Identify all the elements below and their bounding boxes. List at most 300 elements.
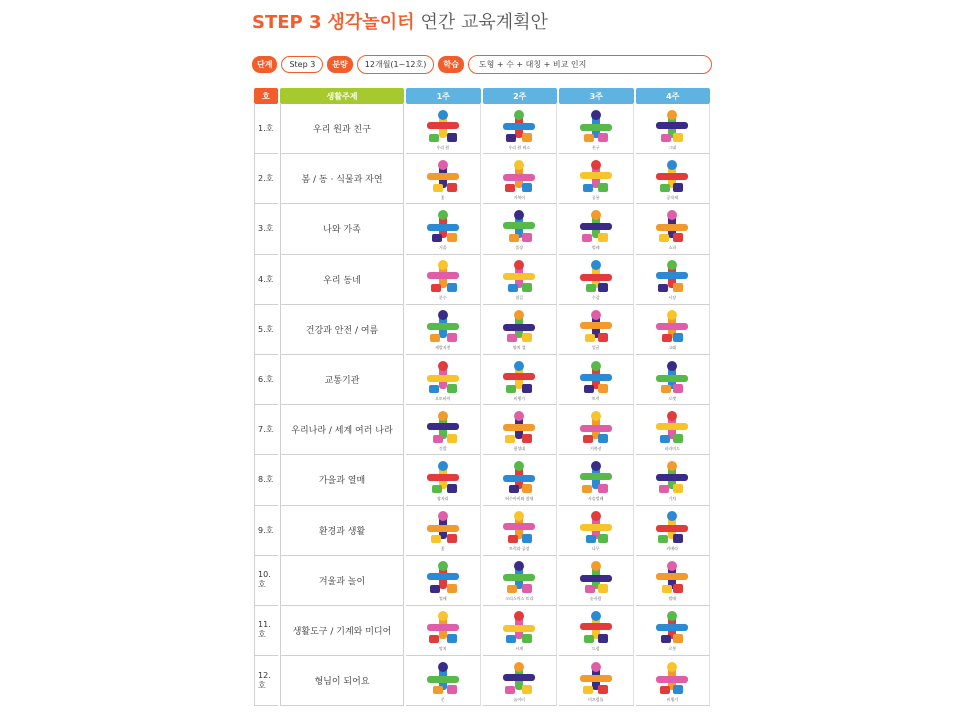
block-piece xyxy=(583,686,593,694)
block-toy-image xyxy=(420,459,466,495)
week-cell xyxy=(406,556,481,606)
week-cell xyxy=(483,606,558,656)
block-piece xyxy=(580,575,612,582)
block-piece xyxy=(509,485,519,493)
toy-caption: 나무 xyxy=(591,546,600,552)
block-piece xyxy=(522,384,532,393)
block-toy-image xyxy=(496,158,542,194)
block-piece xyxy=(503,373,535,380)
block-piece xyxy=(656,224,688,231)
block-piece xyxy=(503,523,535,530)
block-piece xyxy=(433,435,443,443)
block-piece xyxy=(660,686,670,694)
toy-caption: 피라미드 xyxy=(664,445,680,451)
block-piece xyxy=(514,260,524,270)
table-row xyxy=(254,355,710,405)
block-piece xyxy=(506,134,516,142)
block-piece xyxy=(656,676,688,683)
block-piece xyxy=(429,635,439,643)
toy-caption: 거북이 xyxy=(513,194,526,200)
block-piece xyxy=(447,584,457,593)
block-piece xyxy=(438,260,448,270)
block-piece xyxy=(591,411,601,421)
block-piece xyxy=(431,535,441,543)
toy-caption: 우리 원 xyxy=(436,144,450,150)
block-piece xyxy=(584,635,594,643)
block-toy-image xyxy=(649,459,695,495)
table-row xyxy=(254,154,710,204)
block-piece xyxy=(522,283,532,292)
week-cell xyxy=(483,104,558,154)
toy-caption: 거북선 xyxy=(589,445,602,451)
block-piece xyxy=(427,272,459,279)
row-number: 8.호 xyxy=(254,455,278,505)
week-cell xyxy=(559,305,634,355)
week-cell xyxy=(483,455,558,505)
toy-caption: 망치 xyxy=(438,646,447,652)
week-cell xyxy=(559,656,634,706)
block-piece xyxy=(509,234,519,242)
block-toy-image xyxy=(420,108,466,144)
volume-tag: 분량 xyxy=(327,56,352,73)
week-cell xyxy=(483,506,558,556)
block-piece xyxy=(433,184,443,192)
table-row xyxy=(254,204,710,254)
toy-caption: 잠자리 xyxy=(436,495,449,501)
row-theme: 형님이 되어요 xyxy=(280,656,404,706)
block-piece xyxy=(598,634,608,643)
toy-caption: 사슴벌레 xyxy=(588,495,604,501)
row-theme: 우리 원과 친구 xyxy=(280,104,404,154)
block-toy-image xyxy=(649,308,695,344)
block-toy-image xyxy=(573,258,619,294)
block-piece xyxy=(427,624,459,631)
week-cell xyxy=(483,656,558,706)
block-piece xyxy=(503,674,535,681)
table-row xyxy=(254,104,710,154)
toy-caption: 허수아비와 참새 xyxy=(505,495,534,501)
block-toy-image xyxy=(649,509,695,545)
block-piece xyxy=(447,434,457,443)
block-piece xyxy=(660,184,670,192)
week-cell xyxy=(559,455,634,505)
block-piece xyxy=(503,174,535,181)
week-cell xyxy=(406,154,481,204)
block-piece xyxy=(438,461,448,471)
block-piece xyxy=(438,611,448,621)
week-cell xyxy=(559,104,634,154)
table-row xyxy=(254,455,710,505)
toy-caption: 비행기 xyxy=(666,696,679,702)
block-piece xyxy=(667,160,677,170)
block-piece xyxy=(522,685,532,694)
week-cell xyxy=(483,154,558,204)
row-theme: 나와 가족 xyxy=(280,204,404,254)
toy-caption: 미끄럼틀 xyxy=(588,696,604,702)
block-toy-image xyxy=(649,359,695,395)
block-toy-image xyxy=(649,559,695,595)
block-toy-image xyxy=(573,158,619,194)
block-toy-image xyxy=(649,108,695,144)
row-number: 7.호 xyxy=(254,405,278,455)
header-week-3: 3주 xyxy=(559,88,634,104)
block-toy-image xyxy=(496,258,542,294)
block-piece xyxy=(505,686,515,694)
block-toy-image xyxy=(420,359,466,395)
block-piece xyxy=(522,484,532,493)
row-theme: 환경과 생활 xyxy=(280,506,404,556)
block-toy-image xyxy=(496,609,542,645)
toy-caption: 풀장 xyxy=(515,244,524,250)
block-piece xyxy=(585,334,595,342)
block-toy-image xyxy=(573,559,619,595)
block-piece xyxy=(427,224,459,231)
week-cell xyxy=(636,506,711,556)
block-piece xyxy=(583,435,593,443)
row-theme: 우리 동네 xyxy=(280,255,404,305)
block-piece xyxy=(673,283,683,292)
block-piece xyxy=(673,534,683,543)
block-toy-image xyxy=(496,459,542,495)
step-label: STEP 3 xyxy=(252,12,322,33)
week-cell xyxy=(406,104,481,154)
block-toy-image xyxy=(420,409,466,445)
block-piece xyxy=(429,385,439,393)
block-piece xyxy=(514,662,524,672)
block-piece xyxy=(662,334,672,342)
block-piece xyxy=(522,534,532,543)
block-piece xyxy=(447,384,457,393)
block-piece xyxy=(585,585,595,593)
toy-caption: 썰매 xyxy=(438,596,447,602)
block-piece xyxy=(598,283,608,292)
week-cell xyxy=(406,305,481,355)
block-piece xyxy=(522,233,532,242)
block-piece xyxy=(673,634,683,643)
block-piece xyxy=(514,611,524,621)
row-number: 1.호 xyxy=(254,104,278,154)
block-piece xyxy=(598,183,608,192)
toy-caption: 친구 xyxy=(591,144,600,150)
block-piece xyxy=(656,375,688,382)
toy-caption: 양치 컵 xyxy=(512,345,526,351)
table-body xyxy=(254,104,710,706)
week-cell xyxy=(559,355,634,405)
toy-caption: 로켓 xyxy=(668,395,677,401)
info-bar xyxy=(252,53,712,75)
block-piece xyxy=(503,324,535,331)
block-piece xyxy=(505,184,515,192)
block-piece xyxy=(506,635,516,643)
block-piece xyxy=(661,134,671,142)
block-piece xyxy=(584,385,594,393)
block-piece xyxy=(667,611,677,621)
block-piece xyxy=(427,676,459,683)
block-piece xyxy=(580,322,612,329)
block-piece xyxy=(667,260,677,270)
block-piece xyxy=(591,260,601,270)
block-toy-image xyxy=(496,509,542,545)
week-cell xyxy=(636,154,711,204)
plan-subtitle: 연간 교육계획안 xyxy=(420,12,548,33)
block-toy-image xyxy=(649,258,695,294)
block-piece xyxy=(427,474,459,481)
week-cell xyxy=(483,305,558,355)
block-piece xyxy=(447,634,457,643)
row-number: 9.호 xyxy=(254,506,278,556)
block-toy-image xyxy=(573,208,619,244)
row-theme: 우리나라 / 세계 여러 나라 xyxy=(280,405,404,455)
block-piece xyxy=(580,374,612,381)
row-theme: 가을과 열매 xyxy=(280,455,404,505)
block-toy-image xyxy=(649,158,695,194)
header-no: 호 xyxy=(254,88,278,104)
block-piece xyxy=(656,573,688,580)
block-toy-image xyxy=(420,158,466,194)
block-toy-image xyxy=(573,108,619,144)
toy-caption: 시장 xyxy=(668,295,677,301)
block-piece xyxy=(438,411,448,421)
block-piece xyxy=(580,172,612,179)
toy-caption: 꽃 xyxy=(440,546,445,552)
block-piece xyxy=(673,384,683,393)
week-cell xyxy=(483,405,558,455)
block-piece xyxy=(427,375,459,382)
week-cell xyxy=(559,506,634,556)
toy-caption: 꽃 xyxy=(440,194,445,200)
block-piece xyxy=(598,484,608,493)
block-piece xyxy=(447,133,457,142)
curriculum-table xyxy=(252,88,712,706)
week-cell xyxy=(406,656,481,706)
row-theme: 봄 / 동 · 식물과 자연 xyxy=(280,154,404,204)
table-row xyxy=(254,606,710,656)
block-piece xyxy=(503,424,535,431)
toy-caption: 거울 xyxy=(438,244,447,250)
block-piece xyxy=(430,334,440,342)
toy-caption: 시계 xyxy=(515,646,524,652)
block-piece xyxy=(662,585,672,593)
block-piece xyxy=(514,411,524,421)
block-toy-image xyxy=(420,208,466,244)
block-piece xyxy=(505,435,515,443)
week-cell xyxy=(406,455,481,505)
row-theme: 생활도구 / 기계와 미디어 xyxy=(280,606,404,656)
block-toy-image xyxy=(420,258,466,294)
row-number: 5.호 xyxy=(254,305,278,355)
block-piece xyxy=(598,584,608,593)
block-piece xyxy=(427,122,459,129)
toy-caption: 드럼 xyxy=(591,646,600,652)
block-piece xyxy=(514,561,524,571)
block-piece xyxy=(514,461,524,471)
block-piece xyxy=(432,234,442,242)
week-cell xyxy=(406,255,481,305)
block-piece xyxy=(656,272,688,279)
block-piece xyxy=(522,584,532,593)
block-piece xyxy=(522,333,532,342)
block-piece xyxy=(514,361,524,371)
block-piece xyxy=(591,310,601,320)
block-piece xyxy=(667,110,677,120)
block-toy-image xyxy=(420,660,466,696)
toy-caption: 분수 xyxy=(438,295,447,301)
block-piece xyxy=(586,284,596,292)
row-number: 12.호 xyxy=(254,656,278,706)
toy-caption: 소파 xyxy=(668,244,677,250)
block-piece xyxy=(503,273,535,280)
block-piece xyxy=(583,184,593,192)
block-piece xyxy=(598,333,608,342)
block-piece xyxy=(580,473,612,480)
block-piece xyxy=(591,662,601,672)
toy-caption: 우리 원 버스 xyxy=(508,144,531,150)
block-piece xyxy=(447,333,457,342)
block-toy-image xyxy=(496,308,542,344)
program-name: 생각놀이터 xyxy=(327,12,415,33)
block-piece xyxy=(427,173,459,180)
block-piece xyxy=(438,110,448,120)
block-toy-image xyxy=(573,459,619,495)
block-piece xyxy=(447,233,457,242)
block-piece xyxy=(661,635,671,643)
toy-caption: 수갑 xyxy=(591,295,600,301)
block-piece xyxy=(508,535,518,543)
header-week-4: 4주 xyxy=(636,88,711,104)
volume-value: 12개월(1~12호) xyxy=(357,55,435,74)
block-piece xyxy=(432,485,442,493)
week-cell xyxy=(559,556,634,606)
block-toy-image xyxy=(420,609,466,645)
toy-caption: 눈사람 xyxy=(589,596,602,602)
week-cell xyxy=(636,656,711,706)
block-piece xyxy=(582,485,592,493)
block-piece xyxy=(508,284,518,292)
block-piece xyxy=(591,160,601,170)
toy-caption: 로봇 xyxy=(668,646,677,652)
week-cell xyxy=(483,255,558,305)
block-piece xyxy=(667,361,677,371)
block-piece xyxy=(447,183,457,192)
week-cell xyxy=(636,405,711,455)
toy-caption: 깃발 xyxy=(438,445,447,451)
block-piece xyxy=(598,233,608,242)
week-cell xyxy=(559,405,634,455)
block-piece xyxy=(667,210,677,220)
block-toy-image xyxy=(496,108,542,144)
block-piece xyxy=(660,435,670,443)
week-cell xyxy=(483,355,558,405)
block-piece xyxy=(438,310,448,320)
block-toy-image xyxy=(496,359,542,395)
block-piece xyxy=(667,511,677,521)
block-piece xyxy=(503,574,535,581)
block-piece xyxy=(584,134,594,142)
week-cell xyxy=(559,154,634,204)
table-row xyxy=(254,405,710,455)
block-piece xyxy=(514,210,524,220)
block-toy-image xyxy=(573,509,619,545)
toy-caption: 벌레 xyxy=(591,244,600,250)
table-row xyxy=(254,506,710,556)
block-piece xyxy=(429,134,439,142)
block-piece xyxy=(598,685,608,694)
toy-caption: 크리스마스 트리 xyxy=(505,596,534,602)
toy-caption: 썰매 xyxy=(668,596,677,602)
block-toy-image xyxy=(649,660,695,696)
toy-caption: 문 xyxy=(440,696,445,702)
block-piece xyxy=(667,561,677,571)
block-piece xyxy=(598,133,608,142)
block-piece xyxy=(673,434,683,443)
row-number: 3.호 xyxy=(254,204,278,254)
block-piece xyxy=(506,385,516,393)
toy-caption: 고래 xyxy=(668,345,677,351)
row-theme: 교통기관 xyxy=(280,355,404,405)
toy-caption: 그네 xyxy=(668,144,677,150)
block-toy-image xyxy=(573,308,619,344)
week-cell xyxy=(483,204,558,254)
week-cell xyxy=(636,556,711,606)
block-piece xyxy=(656,474,688,481)
block-piece xyxy=(667,461,677,471)
block-piece xyxy=(667,310,677,320)
toy-caption: 첨성대 xyxy=(513,445,526,451)
week-cell xyxy=(636,355,711,405)
block-piece xyxy=(522,434,532,443)
block-piece xyxy=(580,524,612,531)
table-row xyxy=(254,656,710,706)
block-piece xyxy=(586,535,596,543)
week-cell xyxy=(406,405,481,455)
header-theme: 생활주제 xyxy=(280,88,404,104)
block-piece xyxy=(659,234,669,242)
block-piece xyxy=(673,685,683,694)
block-piece xyxy=(673,183,683,192)
week-cell xyxy=(636,606,711,656)
block-toy-image xyxy=(420,308,466,344)
block-piece xyxy=(427,323,459,330)
block-toy-image xyxy=(496,208,542,244)
week-cell xyxy=(559,255,634,305)
block-piece xyxy=(427,525,459,532)
block-piece xyxy=(447,484,457,493)
block-toy-image xyxy=(649,609,695,645)
block-piece xyxy=(659,485,669,493)
block-piece xyxy=(507,585,517,593)
block-piece xyxy=(667,411,677,421)
block-piece xyxy=(503,123,535,130)
block-toy-image xyxy=(573,660,619,696)
table-row xyxy=(254,556,710,606)
block-toy-image xyxy=(420,559,466,595)
learning-tag: 학습 xyxy=(438,56,463,73)
block-toy-image xyxy=(420,509,466,545)
block-toy-image xyxy=(573,609,619,645)
toy-caption: 철길 xyxy=(515,295,524,301)
row-theme: 겨울과 놀이 xyxy=(280,556,404,606)
block-piece xyxy=(503,625,535,632)
block-toy-image xyxy=(649,208,695,244)
block-piece xyxy=(580,223,612,230)
week-cell xyxy=(636,255,711,305)
week-cell xyxy=(483,556,558,606)
block-piece xyxy=(507,334,517,342)
row-theme: 건강과 안전 / 여름 xyxy=(280,305,404,355)
block-piece xyxy=(656,173,688,180)
block-toy-image xyxy=(649,409,695,445)
block-piece xyxy=(447,283,457,292)
